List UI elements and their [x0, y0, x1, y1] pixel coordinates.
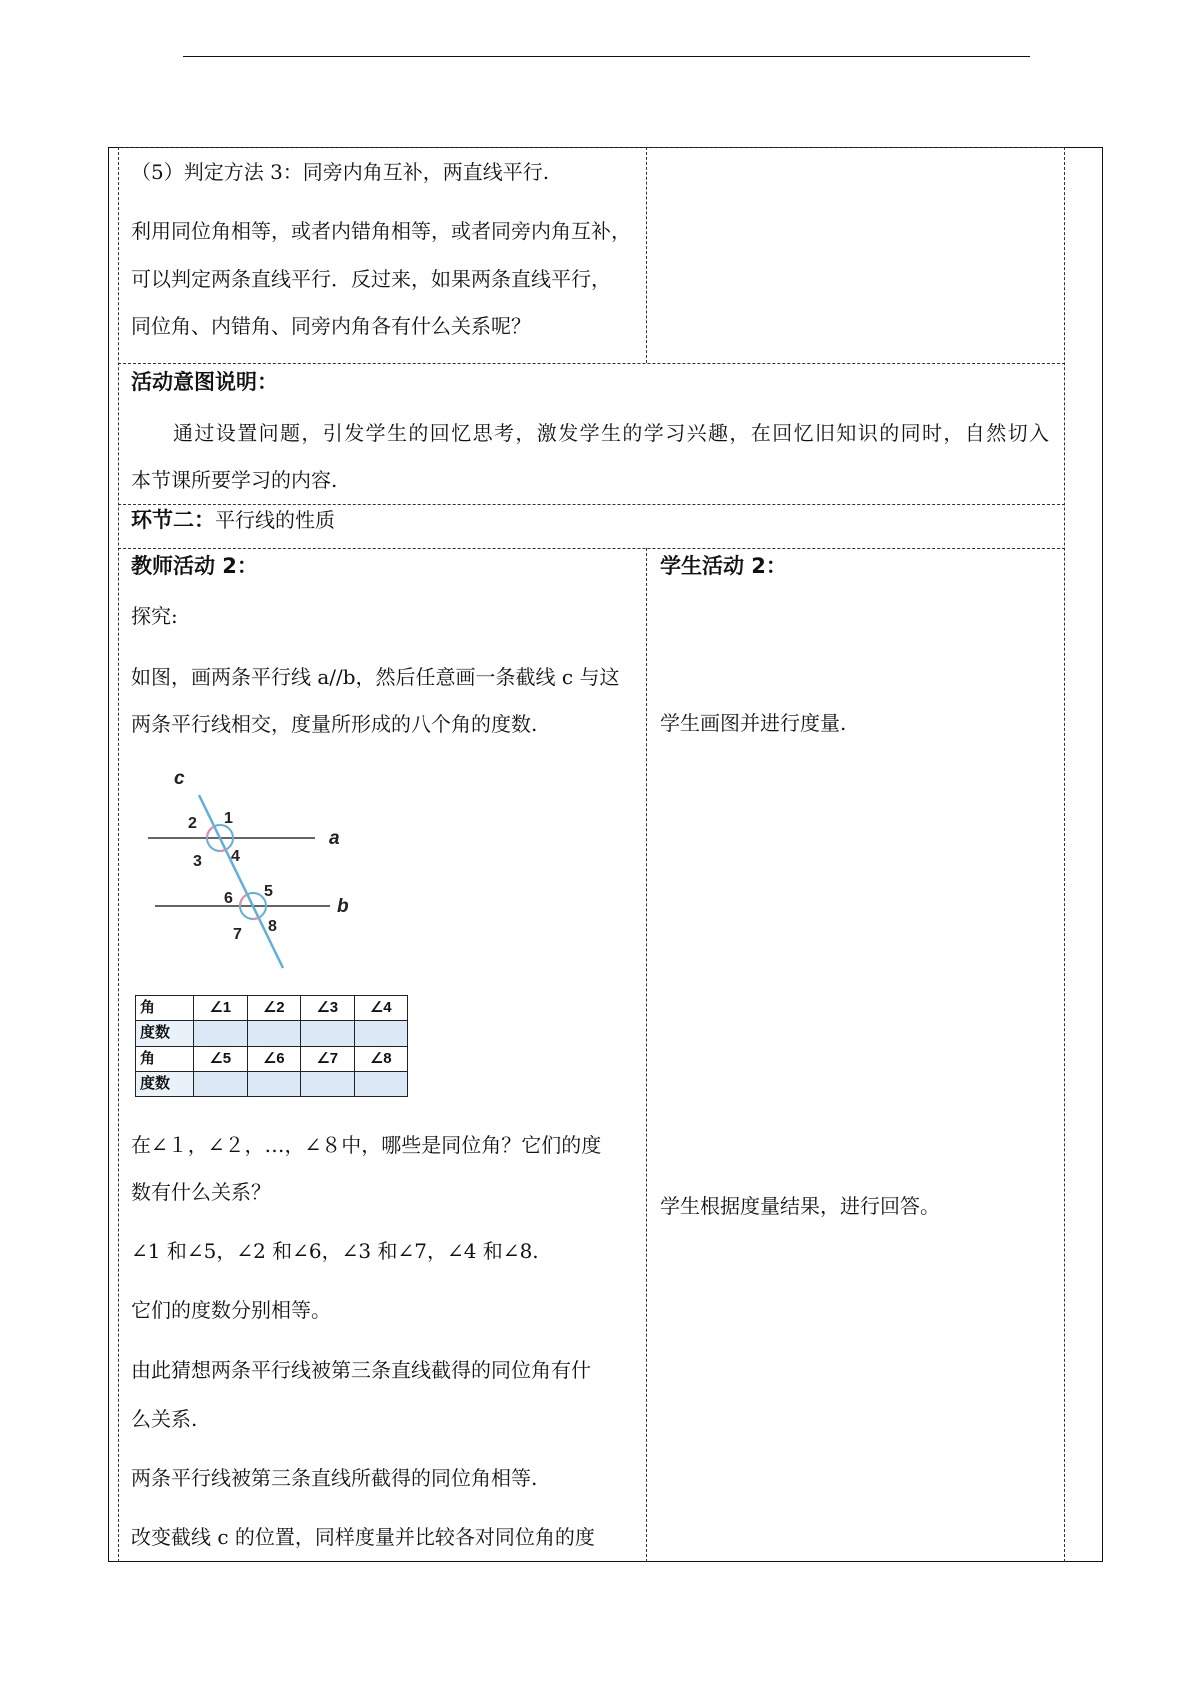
table-cell-empty: [354, 1071, 408, 1096]
paragraph-line: 两条平行线相交，度量所形成的八个角的度数.: [131, 712, 538, 736]
table-cell: ∠1: [194, 996, 248, 1021]
paragraph-line: 么关系.: [131, 1407, 198, 1431]
table-cell-empty: [194, 1071, 248, 1096]
table-cell-empty: [301, 1021, 355, 1046]
table-cell: ∠2: [247, 996, 301, 1021]
column-divider: [646, 548, 647, 1562]
section-name: 平行线的性质: [215, 508, 335, 532]
paragraph-line: 同位角、内错角、同旁内角各有什么关系呢？: [131, 314, 531, 338]
table-cell: ∠5: [194, 1046, 248, 1071]
angle-label: 6: [224, 890, 233, 907]
angle-arc-pink-bottom: [240, 895, 247, 907]
angle-label: 5: [264, 883, 273, 900]
table-cell: 角: [136, 1046, 194, 1071]
paragraph-line: 如图，画两条平行线 a//b，然后任意画一条截线 c 与这: [131, 665, 620, 689]
table-cell: ∠3: [301, 996, 355, 1021]
paragraph-line: 学生根据度量结果，进行回答。: [660, 1194, 940, 1218]
angle-label: 2: [188, 815, 197, 832]
table-cell: ∠4: [354, 996, 408, 1021]
paragraph-line: 本节课所要学习的内容.: [131, 468, 338, 492]
paragraph-line: 数有什么关系？: [131, 1180, 271, 1204]
angle-arc-pink-top: [220, 850, 226, 852]
angle-label: 1: [224, 810, 233, 827]
row-divider: [118, 363, 1065, 364]
parallel-lines-figure: [130, 760, 370, 980]
paragraph-line: 利用同位角相等，或者内错角相等，或者同旁内角互补，: [131, 219, 631, 243]
intent-heading: 活动意图说明：: [131, 370, 278, 394]
paragraph-line: 学生画图并进行度量.: [660, 711, 847, 735]
table-row: [136, 1071, 408, 1096]
header-rule: [183, 56, 1030, 57]
table-cell: 角: [136, 996, 194, 1021]
table-cell-empty: [354, 1021, 408, 1046]
paragraph-line: 通过设置问题，引发学生的回忆思考，激发学生的学习兴趣，在回忆旧知识的同时，自然切入: [173, 421, 1051, 445]
paragraph-line: 可以判定两条直线平行．反过来，如果两条直线平行，: [131, 267, 611, 291]
angle-measure-table: [135, 995, 408, 1097]
angle-label: 4: [231, 848, 240, 865]
column-divider: [646, 147, 647, 363]
row-divider: [118, 548, 1065, 549]
label-a: a: [329, 828, 340, 849]
table-cell: ∠8: [354, 1046, 408, 1071]
angle-arc-pink-top: [207, 827, 214, 839]
paragraph-line: 改变截线 c 的位置，同样度量并比较各对同位角的度: [131, 1525, 595, 1549]
paragraph-line: ∠1 和∠5，∠2 和∠6，∠3 和∠7，∠4 和∠8.: [131, 1239, 539, 1263]
table-cell: ∠7: [301, 1046, 355, 1071]
table-cell: 度数: [136, 1071, 194, 1096]
teacher-heading: 教师活动 2：: [131, 554, 258, 578]
table-cell: ∠6: [247, 1046, 301, 1071]
angle-arc-pink-bottom: [253, 918, 259, 920]
paragraph-line: 在∠１，∠２，…，∠８中，哪些是同位角？它们的度: [131, 1133, 602, 1157]
label-b: b: [337, 896, 349, 917]
table-row: [136, 1046, 408, 1071]
angle-label: 7: [233, 926, 242, 943]
table-row: [136, 996, 408, 1021]
table-row: [136, 1021, 408, 1046]
student-heading: 学生活动 2：: [660, 554, 787, 578]
paragraph-line: 两条平行线被第三条直线所截得的同位角相等.: [131, 1466, 538, 1490]
paragraph-line: 探究:: [131, 604, 178, 628]
table-cell-empty: [194, 1021, 248, 1046]
paragraph-line: 由此猜想两条平行线被第三条直线截得的同位角有什: [131, 1358, 591, 1382]
table-cell-empty: [247, 1071, 301, 1096]
table-cell-empty: [247, 1021, 301, 1046]
table-cell: 度数: [136, 1021, 194, 1046]
section-title: [131, 505, 335, 535]
label-c: c: [174, 768, 185, 789]
paragraph-line: （5）判定方法 3：同旁内角互补，两直线平行.: [131, 160, 550, 184]
section-label: 环节二：: [131, 508, 215, 532]
angle-label: 8: [268, 918, 277, 935]
angle-label: 3: [193, 853, 202, 870]
paragraph-line: 它们的度数分别相等。: [131, 1298, 331, 1322]
table-cell-empty: [301, 1071, 355, 1096]
